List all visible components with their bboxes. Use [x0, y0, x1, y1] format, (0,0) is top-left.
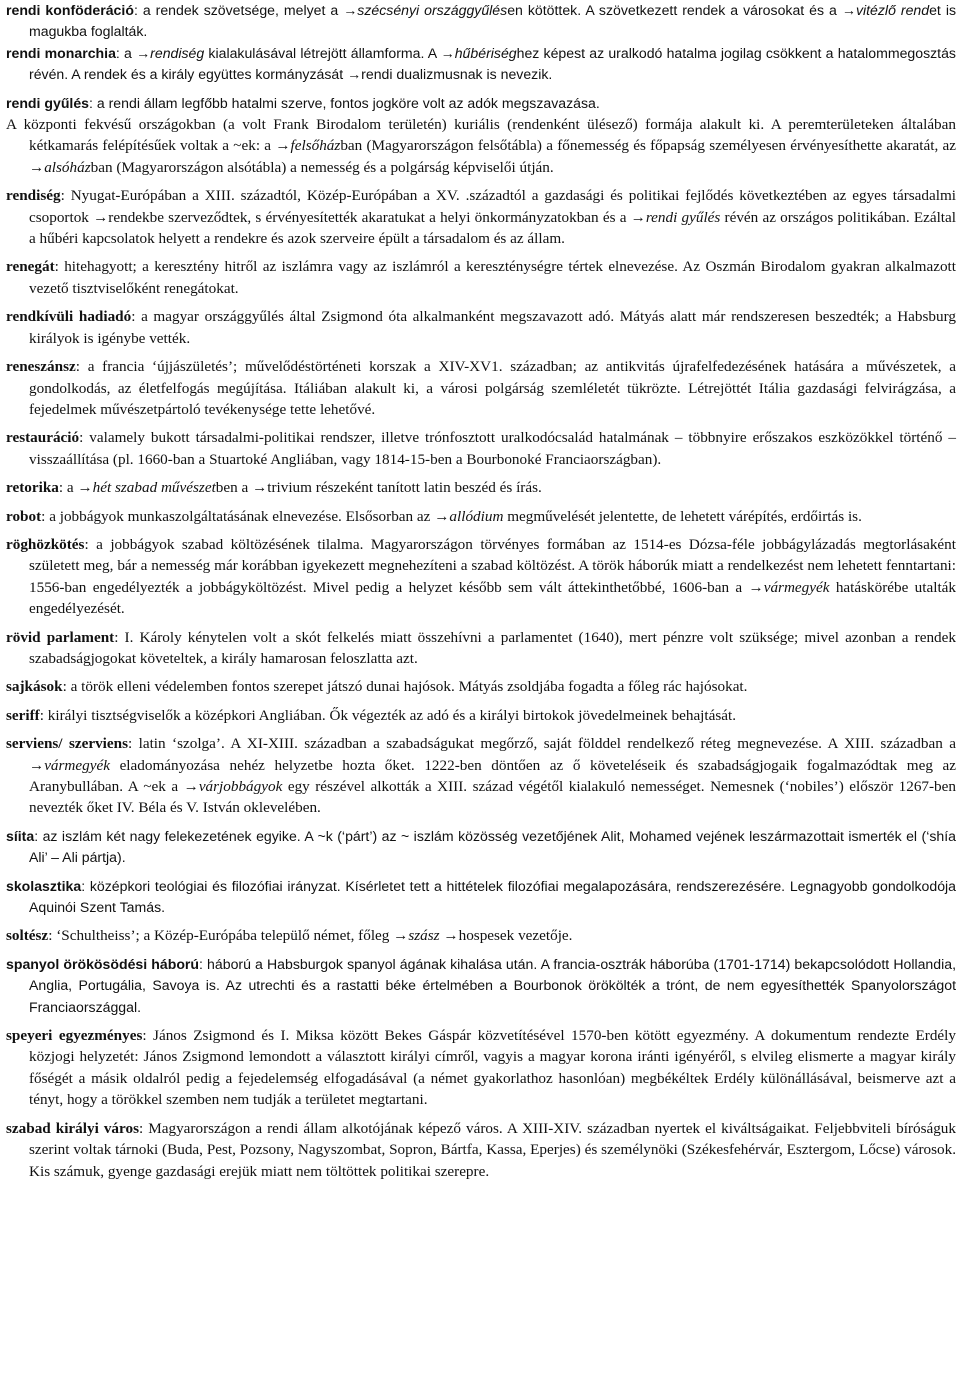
definition-text: : a magyar országgyűlés által Zsigmond óta alkalmanként megszavazott adó. Mátyás alatt már rendszeresen beszedték; a Habsburg királyok is igénybe vették. — [29, 308, 956, 347]
glossary-entry-robot — [6, 506, 956, 527]
glossary-term: skolasztika — [6, 877, 82, 894]
definition-text: révén az országos politikában. Ezáltal a hűbéri kapcsolatok helyett a rendekre és azok szerveire épült a társadalom és az állam. — [29, 208, 956, 248]
definition-text: : János Zsigmond és I. Miksa között Bekes Gáspár közvetítésével 1570-ben kötött egyezmény. A dokumentum rendezte Erdély közjogi helyzetét: János Zsigmond lemondott a választott királyi címről, vagyis a magyar korona iránti igényéről, s elvileg elismerte a magyar király főségét a másik oldalról pedig a fejedelemség elfogadásával (a német gyakorlathoz hasonlóan) megbékéltek Erdély különállásával, beismerve azt a tényt, hogy a törökkel szemben nem tudják a területet megtartani. — [29, 1027, 956, 1109]
cross-reference-term: hét szabad művészet — [92, 479, 216, 497]
glossary-entry-spanyol-orokosodesi-haboru — [6, 954, 956, 1018]
definition-text: : ‘Schultheiss’; a Közép-Európába települő német, főleg — [48, 927, 394, 945]
glossary-term: soltész — [6, 927, 49, 945]
definition-text: ben a — [215, 479, 253, 497]
cross-reference-term: szász — [408, 927, 440, 945]
cross-reference-arrow-icon: → — [347, 66, 362, 83]
cross-reference-arrow-icon: → — [252, 479, 268, 497]
cross-reference-term: vitézlő rend — [855, 2, 930, 18]
cross-reference-arrow-icon: → — [136, 44, 151, 61]
glossary-entry-roghozkotes — [6, 534, 956, 620]
glossary-term: robot — [6, 507, 42, 525]
cross-reference-arrow-icon: → — [275, 137, 291, 155]
glossary-term: rendi konföderáció — [6, 2, 134, 18]
cross-reference-term: szécsényi országgyűlés — [357, 2, 508, 18]
definition-text: részeként tanított latin beszéd és írás. — [311, 479, 542, 497]
cross-reference-arrow-icon: → — [841, 2, 856, 18]
glossary-entry-speyeri-egyezmenyes — [6, 1025, 956, 1111]
cross-reference-term: várjobbágyok — [198, 778, 283, 795]
definition-text: : a török elleni védelemben fontos szerepet játszó dunai hajósok. Mátyás zsoldjába fogadta a főleg rác hajósokat. — [62, 678, 748, 696]
glossary-term: sajkások — [6, 678, 63, 696]
cross-reference-term: trivium — [267, 479, 312, 497]
definition-text: : I. Károly kénytelen volt a skót felkelés miatt összehívni a parlamentet (1640), mert pénzre volt szüksége; mivel azonban a rendek szabadságjogokat követeltek, a király hamarosan feloszlatta azt. — [29, 628, 956, 667]
glossary-term: retorika — [6, 479, 59, 497]
cross-reference-term: allódium — [449, 507, 504, 525]
definition-text: en kötöttek. A szövetkezett rendek a városokat és a — [507, 2, 842, 18]
definition-text: : Magyarországon a rendi állam alkotójának képező város. A XIII-XIV. században nyertek el kiváltságaikat. Feljebbviteli bíróságuk szerint voltak tárnoki (Buda, Pest, Pozsony, Nagyszombat, Sopron, Bártfa, Kassa, Eperjes) és személynöki (Székesfehérvár, Esztergom, Lőcse) városok. Kis számuk, gyenge gazdasági erejük miatt nem töltöttek politikai szerepre. — [29, 1119, 956, 1180]
glossary-term: rendi monarchia — [6, 44, 116, 61]
definition-text: be szerveződtek, s érvényesítették akaratukat a helyi önkormányzatokban és a — [149, 208, 631, 226]
glossary-entry-skolasztika — [6, 876, 956, 919]
cross-reference-arrow-icon: → — [183, 778, 199, 795]
cross-reference-arrow-icon: → — [343, 2, 358, 18]
definition-text: : a jobbágyok szabad költözésének tilalma. Magyarországon törvényes formában az 1514-es Dózsa-féle jobbágylázadás megtorlásaként született meg, bár a nemesség már korábban igyekezett megnehezíteni a szabad költözést. A török háborúk miatt a rendelkezést nem lehetett fenntartani: 1556-ban engedélyezték a jobbágyköltözést. Mivel pedig a helyzet később sem vált áttekinthetőbbé, 1606-ban a — [29, 535, 956, 596]
cross-reference-arrow-icon: → — [393, 927, 409, 945]
definition-text: A központi fekvésű országokban (a volt Frank Birodalom területén) kuriális (rendenként ülésező) formája alakult ki. A peremterületeken általában kétkamarás felépítésűek voltak a ~ek: a — [6, 116, 956, 155]
definition-text: ban (Magyarországon felsőtábla) a főnemesség és főpapság személyesen érvényesíthette akaratát, az — [340, 137, 956, 155]
definition-text: : valamely bukott társadalmi-politikai rendszer, illetve trónfosztott uralkodócsalád hatalmának – többnyire erőszakos eszközökkel történő – visszaállítása (pl. 1660-ban a Stuartoké Angliában, vagy 1814-15-ben a Bourbonoké Franciaországban). — [29, 429, 956, 468]
glossary-term: restauráció — [6, 429, 80, 447]
definition-text: is nevezik. — [482, 66, 553, 83]
glossary-entry-rendi-gyules-2 — [6, 114, 956, 178]
cross-reference-term: alsóház — [44, 158, 91, 176]
definition-text: megművelését jelentette, de lehetett várépítés, erdőirtás is. — [503, 507, 862, 525]
cross-reference-arrow-icon: → — [434, 507, 450, 525]
cross-reference-term: hospesek — [458, 927, 515, 945]
glossary-term: speyeri egyezményes — [6, 1027, 143, 1045]
glossary-term: rendiség — [6, 187, 61, 205]
definition-text: kialakulásával létrejött államforma. A — [204, 44, 441, 61]
glossary-term: rövid parlament — [6, 628, 115, 646]
glossary-entry-reneszansz — [6, 356, 956, 420]
cross-reference-term: rendi dualizmusnak — [361, 66, 483, 83]
definition-text: vezetője. — [514, 927, 573, 945]
definition-text: : királyi tisztségviselők a középkori Angliában. Ők végezték az adó és a királyi birtokok jövedelmeinek behajtását. — [39, 706, 737, 724]
glossary-entry-rendi-konfoderacio — [6, 0, 956, 43]
glossary-entry-sajkasok — [6, 676, 956, 697]
cross-reference-arrow-icon: → — [748, 578, 764, 596]
glossary-term: síita — [6, 827, 35, 844]
glossary-term: seriff — [6, 706, 40, 724]
glossary-entry-rovid-parlament — [6, 627, 956, 670]
glossary-entry-retorika — [6, 477, 956, 498]
definition-text: : hitehagyott; a keresztény hitről az iszlámra vagy az iszlámról a kereszténységre tértek elnevezése. Az Oszmán Birodalom gyakran alkalmazott vezető tisztviselőként renegátokat. — [29, 258, 956, 297]
glossary-entry-rendi-gyules — [6, 93, 956, 114]
glossary-term: spanyol örökösödési háború — [6, 955, 200, 972]
cross-reference-term: rendi gyűlés — [645, 208, 721, 226]
cross-reference-arrow-icon: → — [443, 927, 459, 945]
definition-text: : a jobbágyok munkaszolgáltatásának elnevezése. Elsősorban az — [41, 507, 435, 525]
glossary-term: szabad királyi város — [6, 1119, 139, 1137]
definition-text: eladományozása nehéz helyzetbe hozta őket. 1222-ben döntően az ő követeléseik és szabadságjogaik fogalmazódtak meg az Aranybullában. A ~ek a — [29, 756, 956, 795]
definition-text: : a — [115, 44, 137, 61]
glossary-term: renegát — [6, 258, 55, 276]
definition-text: hez képest az uralkodó hatalma jogilag csökkent a hatalommegosztás révén. A rendek és a király együttes kormányzását — [29, 44, 956, 83]
glossary-term: serviens/ szerviens — [6, 735, 128, 753]
glossary-term: reneszánsz — [6, 358, 76, 376]
definition-text: hatáskörébe utalták engedélyezését. — [29, 578, 956, 618]
glossary-entry-serviens — [6, 733, 956, 819]
cross-reference-term: rendek — [108, 208, 150, 226]
definition-text: : az iszlám két nagy felekezetének egyike. A ~k (‘párt’) az ~ iszlám közösség vezetőjének Alit, Mohamed vejének leszármazottait ismerték el (‘shía Ali’ – Ali pártja). — [29, 827, 956, 866]
cross-reference-term: rendiség — [150, 44, 205, 61]
definition-text: egy részével alkották a XIII. század végétől kialakuló nemességet. Nemesnek (‘nobiles’) először 1267-ben nevezték őket IV. Béla és V. István oklevelében. — [29, 778, 956, 817]
glossary-term: rendkívüli hadiadó — [6, 308, 132, 326]
definition-text: : a rendek szövetsége, melyet a — [133, 2, 344, 18]
glossary-term: rendi gyűlés — [6, 94, 90, 111]
cross-reference-arrow-icon: → — [29, 158, 45, 176]
glossary-term: röghözkötés — [6, 535, 85, 553]
cross-reference-term: hűbériség — [454, 44, 517, 61]
glossary-entry-rendi-monarchia — [6, 43, 956, 86]
definition-text: : háború a Habsburgok spanyol ágának kihalása után. A francia-osztrák háborúba (1701-1714) bekapcsolódott Hollandia, Anglia, Portugália, Savoya is. Az utrechti és a rastatti béke értelmében a Bourbonok örökölték a trónt, de nem egyesíthették Spanyolországot Franciaországgal. — [29, 955, 956, 1015]
definition-text: : középkori teológiai és filozófiai irányzat. Kísérletet tett a hittételek filozófiai megalapozására, rendszerezésére. Legnagyobb gondolkodója Aquinói Szent Tamás. — [29, 877, 956, 916]
definition-text: : latin ‘szolga’. A XI-XIII. században a szabadságukat megőrző, saját földdel rendelkező réteg megnevezése. A XIII. században a — [127, 735, 956, 753]
cross-reference-term: vármegyék — [763, 578, 830, 596]
glossary-entry-siita — [6, 826, 956, 869]
definition-text: ban (Magyarországon alsótábla) a nemesség és a polgárság képviselői útján. — [90, 158, 554, 176]
glossary-entry-rendkivuli-hadiado — [6, 306, 956, 349]
glossary-entry-seriff — [6, 705, 956, 726]
cross-reference-term: felsőház — [290, 137, 341, 155]
cross-reference-arrow-icon: → — [93, 208, 109, 226]
cross-reference-term: vármegyék — [44, 756, 110, 774]
definition-text: : a francia ‘újjászületés’; művelődéstörténeti korszak a XIV-XV1. században; az antikvitás újrafelfedezésének hatására a művészetek, a gondolkodás, az életfelfogás megújítása. Itáliában alakult ki, a városi polgárság szemléletét tükrözte. Létrejöttét Itália gazdasági felvirágzása, a fejedelmek művészetpártoló tevékenysége tette lehetővé. — [29, 358, 956, 418]
definition-text: : a — [58, 479, 78, 497]
cross-reference-arrow-icon: → — [29, 756, 45, 774]
definition-text: : Nyugat-Európában a XIII. századtól, Közép-Európában a XV. .századtól a gazdasági és politikai fejlődés következtében az egyes társadalmi csoportok — [29, 187, 956, 226]
glossary-entry-restauracio — [6, 427, 956, 470]
definition-text: et is magukba foglalták. — [29, 2, 956, 40]
definition-text: : a rendi állam legfőbb hatalmi szerve, fontos jogköre volt az adók megszavazása. — [89, 94, 600, 111]
glossary-entry-soltesz — [6, 925, 956, 946]
glossary-entry-szabad-kiralyi-varos — [6, 1118, 956, 1182]
cross-reference-arrow-icon: → — [77, 479, 93, 497]
glossary-entry-renegat — [6, 256, 956, 299]
glossary-entry-rendiseg — [6, 185, 956, 249]
cross-reference-arrow-icon: → — [630, 208, 646, 226]
cross-reference-arrow-icon: → — [440, 44, 455, 61]
